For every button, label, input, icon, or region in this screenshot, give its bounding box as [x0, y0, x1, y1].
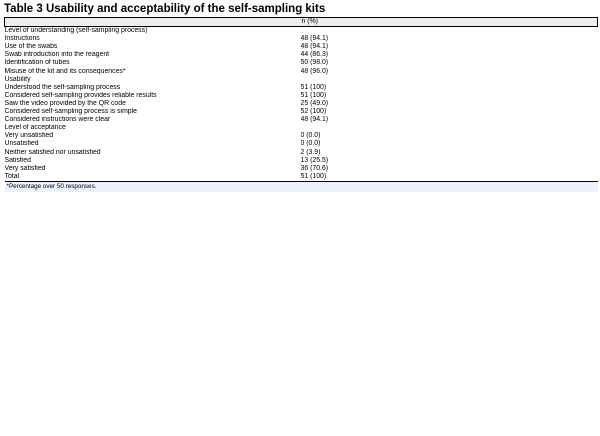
table-row [5, 51, 598, 59]
row-value: 0 (0.0) [300, 132, 321, 140]
row-label: Identification of tubes [4, 59, 70, 67]
row-label: Very unsatisfied [4, 132, 54, 140]
table-row [5, 43, 598, 51]
row-value [301, 76, 598, 84]
row-value: 50 (98.0) [300, 59, 329, 67]
row-label: Satisfied [4, 156, 31, 164]
row-label: Total [5, 173, 301, 182]
row-value: 0 (0.0) [300, 140, 321, 148]
table-row [5, 132, 598, 140]
row-value: 2 (3.9) [300, 148, 321, 156]
row-value: 25 (49.0) [300, 99, 329, 107]
table-row [5, 140, 598, 148]
row-value: 51 (100) [300, 83, 327, 91]
table-row [5, 100, 598, 108]
row-value: 51 (100) [301, 173, 598, 182]
row-value: 48 (96.0) [300, 67, 329, 75]
row-value: 48 (94.1) [300, 116, 329, 124]
section-row [5, 124, 598, 132]
section-row [5, 76, 598, 84]
row-label: Saw the video provided by the QR code [4, 99, 126, 107]
table-row [5, 165, 598, 173]
row-label: Level of acceptance [4, 124, 66, 132]
header-row [5, 18, 598, 27]
column-header-label [5, 18, 301, 27]
row-value: 48 (94.1) [300, 43, 329, 51]
row-value: 44 (86.3) [300, 51, 329, 59]
table-row [5, 157, 598, 165]
table-title: Table 3 Usability and acceptability of the self-sampling kits [4, 3, 326, 15]
row-label: Unsatisfied [4, 140, 39, 148]
section-row [5, 27, 598, 36]
row-value: 51 (100) [300, 91, 327, 99]
row-value: 13 (25.5) [300, 156, 329, 164]
row-value: 52 (100) [300, 108, 327, 116]
row-label: Neither satisfied nor unsatisfied [4, 148, 101, 156]
total-row [5, 173, 598, 182]
row-label: Instructions [4, 35, 40, 43]
table-body [5, 27, 598, 182]
table-row [5, 68, 598, 76]
footnote: *Percentage over 50 responses. [5, 181, 598, 192]
row-value: 48 (94.1) [300, 35, 329, 43]
table-row [5, 116, 598, 124]
table-row [5, 92, 598, 100]
column-header-n-percent: n (%) [301, 18, 598, 27]
row-label: Considered self-sampling provides reliable results [4, 91, 157, 99]
row-value [301, 124, 598, 132]
table-row [5, 149, 598, 157]
table-row [5, 108, 598, 116]
row-label: Understood the self-sampling process [4, 83, 121, 91]
row-label: Considered self-sampling process is simple [4, 108, 138, 116]
row-label: Level of understanding (self-sampling process) [4, 27, 148, 35]
row-label: Swab introduction into the reagent [4, 51, 110, 59]
row-label: Considered instructions were clear [4, 116, 111, 124]
footnote-row [5, 181, 598, 192]
table-row [5, 84, 598, 92]
row-label: Use of the swabs [4, 43, 58, 51]
row-label: Very satisfied [4, 164, 46, 172]
results-table [4, 17, 598, 192]
row-value: 36 (70.6) [300, 164, 329, 172]
row-value [301, 27, 598, 36]
row-label: Usability [4, 75, 31, 83]
table-row [5, 59, 598, 67]
row-label: Misuse of the kit and its consequences* [4, 67, 126, 75]
table-row [5, 35, 598, 43]
